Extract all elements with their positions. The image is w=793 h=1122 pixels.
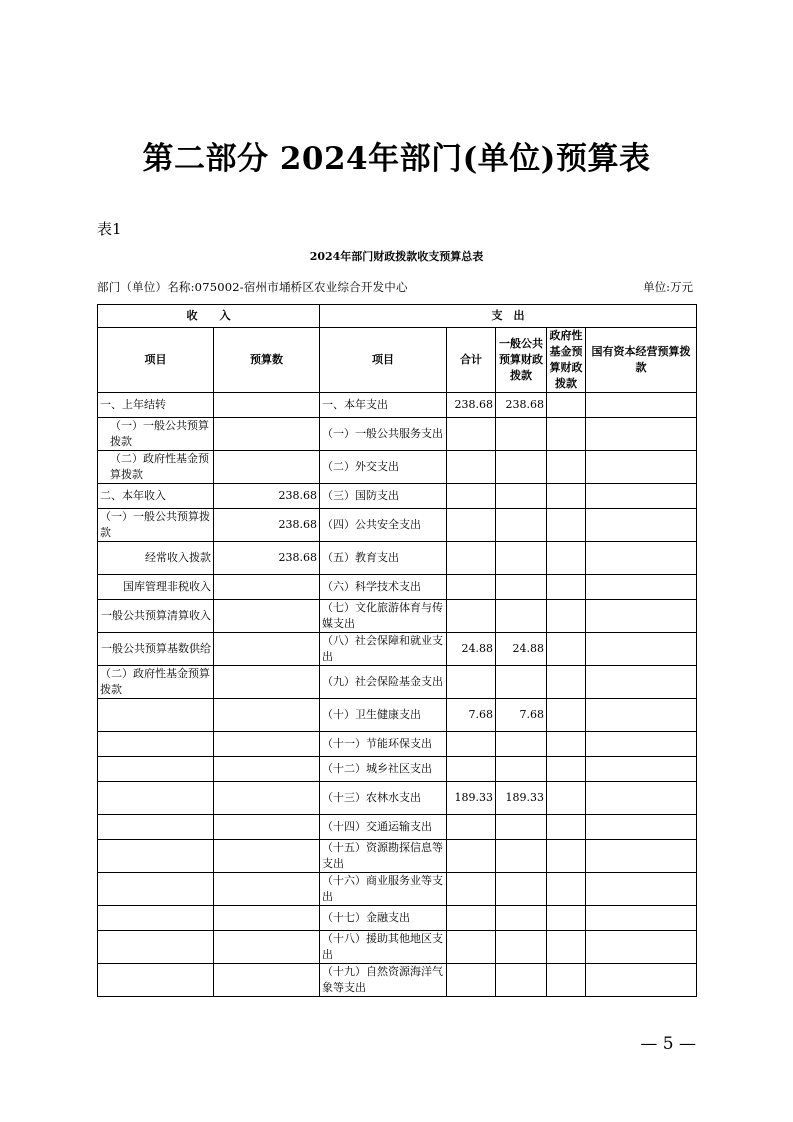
general-public-cell: [496, 484, 547, 509]
income-budget-cell: [214, 840, 320, 873]
income-budget-cell: [214, 732, 320, 757]
income-group-header: 收 入: [98, 305, 320, 328]
state-capital-cell: [586, 782, 697, 815]
gov-fund-cell: [547, 484, 586, 509]
state-capital-cell: [586, 873, 697, 906]
income-budget-cell: [214, 393, 320, 418]
income-budget-cell: [214, 575, 320, 600]
income-budget-cell: [214, 600, 320, 633]
table-row: [98, 757, 697, 782]
col-income-item: 项目: [98, 328, 214, 393]
expense-item-cell: （一）一般公共服务支出: [320, 418, 447, 451]
gov-fund-cell: [547, 509, 586, 542]
general-public-cell: 24.88: [496, 633, 547, 666]
state-capital-cell: [586, 964, 697, 997]
income-item-cell: [98, 732, 214, 757]
table-row: [98, 484, 697, 509]
general-public-cell: [496, 575, 547, 600]
col-general-public: 一般公共预算财政拨款: [496, 328, 547, 393]
table-row: [98, 418, 697, 451]
gov-fund-cell: [547, 931, 586, 964]
expense-group-header: 支 出: [320, 305, 697, 328]
general-public-cell: [496, 906, 547, 931]
table-number: 表1: [97, 220, 122, 238]
state-capital-cell: [586, 451, 697, 484]
expense-item-cell: （十五）资源勘探信息等支出: [320, 840, 447, 873]
gov-fund-cell: [547, 757, 586, 782]
gov-fund-cell: [547, 906, 586, 931]
income-budget-cell: [214, 699, 320, 732]
expense-item-cell: （七）文化旅游体育与传媒支出: [320, 600, 447, 633]
income-item-cell: 一般公共预算基数供给: [98, 633, 214, 666]
table-row: [98, 666, 697, 699]
state-capital-cell: [586, 393, 697, 418]
gov-fund-cell: [547, 600, 586, 633]
unit-label: 单位:万元: [643, 280, 693, 294]
general-public-cell: [496, 873, 547, 906]
income-budget-cell: [214, 757, 320, 782]
income-budget-cell: [214, 633, 320, 666]
table-row: [98, 542, 697, 575]
expense-item-cell: （十七）金融支出: [320, 906, 447, 931]
expense-item-cell: （十三）农林水支出: [320, 782, 447, 815]
total-cell: [447, 600, 496, 633]
state-capital-cell: [586, 509, 697, 542]
expense-item-cell: （八）社会保障和就业支出: [320, 633, 447, 666]
state-capital-cell: [586, 732, 697, 757]
state-capital-cell: [586, 757, 697, 782]
state-capital-cell: [586, 699, 697, 732]
state-capital-cell: [586, 840, 697, 873]
table-row: [98, 732, 697, 757]
income-item-cell: [98, 699, 214, 732]
table-row: [98, 699, 697, 732]
income-budget-cell: [214, 906, 320, 931]
total-cell: [447, 732, 496, 757]
expense-item-cell: （十二）城乡社区支出: [320, 757, 447, 782]
total-cell: 189.33: [447, 782, 496, 815]
income-item-cell: 一、上年结转: [98, 393, 214, 418]
general-public-cell: [496, 600, 547, 633]
general-public-cell: [496, 542, 547, 575]
income-item-cell: [98, 931, 214, 964]
state-capital-cell: [586, 666, 697, 699]
state-capital-cell: [586, 931, 697, 964]
gov-fund-cell: [547, 393, 586, 418]
table-row: [98, 509, 697, 542]
total-cell: [447, 666, 496, 699]
table-row: [98, 906, 697, 931]
gov-fund-cell: [547, 782, 586, 815]
total-cell: [447, 757, 496, 782]
income-budget-cell: 238.68: [214, 542, 320, 575]
expense-item-cell: （十一）节能环保支出: [320, 732, 447, 757]
state-capital-cell: [586, 418, 697, 451]
total-cell: [447, 418, 496, 451]
state-capital-cell: [586, 484, 697, 509]
expense-item-cell: 一、本年支出: [320, 393, 447, 418]
total-cell: [447, 931, 496, 964]
income-budget-cell: 238.68: [214, 484, 320, 509]
income-item-cell: （一）一般公共预算拨款: [98, 418, 214, 451]
expense-item-cell: （十六）商业服务业等支出: [320, 873, 447, 906]
expense-item-cell: （十八）援助其他地区支出: [320, 931, 447, 964]
income-budget-cell: [214, 666, 320, 699]
expense-item-cell: （十九）自然资源海洋气象等支出: [320, 964, 447, 997]
general-public-cell: [496, 840, 547, 873]
income-item-cell: [98, 815, 214, 840]
income-budget-cell: [214, 931, 320, 964]
table-row: [98, 451, 697, 484]
total-cell: [447, 815, 496, 840]
general-public-cell: [496, 757, 547, 782]
state-capital-cell: [586, 542, 697, 575]
table-row: [98, 815, 697, 840]
expense-item-cell: （九）社会保险基金支出: [320, 666, 447, 699]
general-public-cell: [496, 509, 547, 542]
gov-fund-cell: [547, 666, 586, 699]
general-public-cell: [496, 931, 547, 964]
total-cell: [447, 906, 496, 931]
total-cell: 24.88: [447, 633, 496, 666]
state-capital-cell: [586, 633, 697, 666]
table-row: [98, 964, 697, 997]
table-row: [98, 575, 697, 600]
income-item-cell: 国库管理非税收入: [98, 575, 214, 600]
total-cell: [447, 840, 496, 873]
table-column-header-row: [98, 328, 697, 393]
income-budget-cell: [214, 815, 320, 840]
table-row: [98, 600, 697, 633]
gov-fund-cell: [547, 451, 586, 484]
expense-item-cell: （二）外交支出: [320, 451, 447, 484]
income-item-cell: （一）一般公共预算拨款: [98, 509, 214, 542]
income-budget-cell: [214, 782, 320, 815]
income-item-cell: [98, 873, 214, 906]
table-row: [98, 633, 697, 666]
total-cell: [447, 542, 496, 575]
table-row: [98, 931, 697, 964]
table-row: [98, 393, 697, 418]
income-budget-cell: [214, 418, 320, 451]
general-public-cell: [496, 732, 547, 757]
general-public-cell: 7.68: [496, 699, 547, 732]
general-public-cell: [496, 418, 547, 451]
gov-fund-cell: [547, 699, 586, 732]
page-title: 第二部分 2024年部门(单位)预算表: [142, 141, 651, 177]
state-capital-cell: [586, 906, 697, 931]
income-item-cell: [98, 906, 214, 931]
gov-fund-cell: [547, 964, 586, 997]
income-item-cell: [98, 840, 214, 873]
gov-fund-cell: [547, 873, 586, 906]
income-item-cell: 二、本年收入: [98, 484, 214, 509]
total-cell: 7.68: [447, 699, 496, 732]
income-budget-cell: [214, 451, 320, 484]
gov-fund-cell: [547, 815, 586, 840]
income-item-cell: [98, 757, 214, 782]
table-row: [98, 873, 697, 906]
income-item-cell: 一般公共预算清算收入: [98, 600, 214, 633]
income-budget-cell: 238.68: [214, 509, 320, 542]
table-row: [98, 840, 697, 873]
income-item-cell: （二）政府性基金预算拨款: [98, 666, 214, 699]
income-item-cell: （二）政府性基金预算拨款: [98, 451, 214, 484]
page-number: — 5 —: [640, 1034, 696, 1054]
total-cell: [447, 451, 496, 484]
expense-item-cell: （三）国防支出: [320, 484, 447, 509]
gov-fund-cell: [547, 542, 586, 575]
department-name: 部门（单位）名称:075002-宿州市埇桥区农业综合开发中心: [97, 280, 408, 294]
expense-item-cell: （四）公共安全支出: [320, 509, 447, 542]
gov-fund-cell: [547, 633, 586, 666]
general-public-cell: [496, 451, 547, 484]
col-income-budget: 预算数: [214, 328, 320, 393]
income-budget-cell: [214, 873, 320, 906]
income-item-cell: 经常收入拨款: [98, 542, 214, 575]
table-row: [98, 782, 697, 815]
total-cell: 238.68: [447, 393, 496, 418]
income-item-cell: [98, 964, 214, 997]
gov-fund-cell: [547, 418, 586, 451]
expense-item-cell: （五）教育支出: [320, 542, 447, 575]
income-item-cell: [98, 782, 214, 815]
state-capital-cell: [586, 575, 697, 600]
table-title: 2024年部门财政拨款收支预算总表: [309, 250, 484, 263]
gov-fund-cell: [547, 732, 586, 757]
general-public-cell: [496, 666, 547, 699]
col-state-capital: 国有资本经营预算拨款: [586, 328, 697, 393]
col-expense-item: 项目: [320, 328, 447, 393]
col-gov-fund: 政府性基金预算财政拨款: [547, 328, 586, 393]
general-public-cell: [496, 964, 547, 997]
total-cell: [447, 575, 496, 600]
total-cell: [447, 484, 496, 509]
total-cell: [447, 964, 496, 997]
state-capital-cell: [586, 815, 697, 840]
expense-item-cell: （十四）交通运输支出: [320, 815, 447, 840]
state-capital-cell: [586, 600, 697, 633]
gov-fund-cell: [547, 575, 586, 600]
expense-item-cell: （六）科学技术支出: [320, 575, 447, 600]
general-public-cell: 189.33: [496, 782, 547, 815]
total-cell: [447, 509, 496, 542]
budget-summary-table: [97, 304, 697, 997]
income-budget-cell: [214, 964, 320, 997]
general-public-cell: 238.68: [496, 393, 547, 418]
table-group-header-row: [98, 305, 697, 328]
general-public-cell: [496, 815, 547, 840]
total-cell: [447, 873, 496, 906]
gov-fund-cell: [547, 840, 586, 873]
expense-item-cell: （十）卫生健康支出: [320, 699, 447, 732]
col-total: 合计: [447, 328, 496, 393]
